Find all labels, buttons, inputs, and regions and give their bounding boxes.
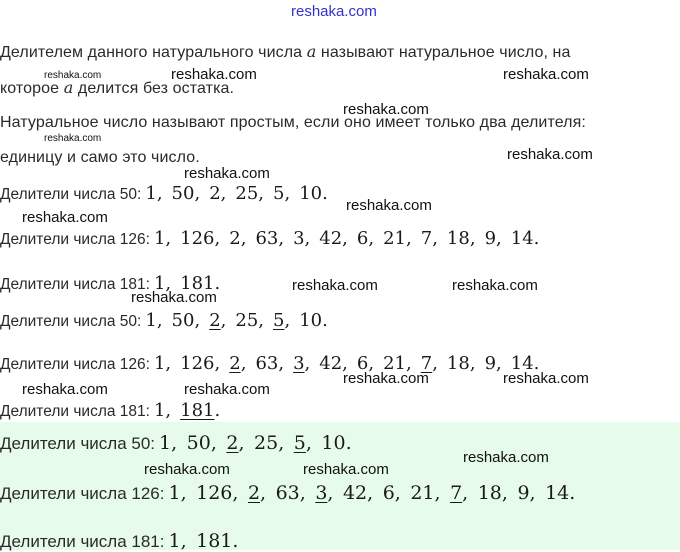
separator: , <box>240 228 256 249</box>
divisor-values <box>145 183 327 204</box>
divisor-value: 1 <box>168 530 181 552</box>
separator: , <box>180 530 197 552</box>
watermark: reshaka.com <box>22 381 108 398</box>
divisor-value: 14 <box>510 228 534 249</box>
divisor-value: 1 <box>168 482 181 504</box>
watermark: reshaka.com <box>184 165 270 182</box>
separator: , <box>432 353 447 374</box>
divisor-row <box>0 482 575 504</box>
divisor-row-label: Делители числа 181: <box>0 532 165 551</box>
divisor-value: 42 <box>319 353 343 374</box>
divisor-values <box>168 482 575 504</box>
prime-divisor: 2 <box>229 353 241 374</box>
divisor-row-label: Делители числа 126: <box>0 356 150 373</box>
separator: . <box>322 310 328 331</box>
separator: , <box>165 273 181 294</box>
separator: , <box>232 482 248 504</box>
separator: . <box>322 183 328 204</box>
variable-a: a <box>306 42 317 61</box>
separator: , <box>496 228 511 249</box>
separator: , <box>368 353 384 374</box>
divisor-value: 9 <box>517 482 530 504</box>
divisor-value: 50 <box>171 310 195 331</box>
separator: , <box>462 482 478 504</box>
separator: , <box>238 432 255 454</box>
separator: , <box>165 228 181 249</box>
divisor-value: 63 <box>275 482 300 504</box>
watermark: reshaka.com <box>184 381 270 398</box>
definition-divisor-text-2: называют натуральное число, на <box>316 44 571 61</box>
divisor-value: 63 <box>255 228 279 249</box>
divisor-value: 6 <box>356 353 369 374</box>
divisor-value: 50 <box>186 432 211 454</box>
divisor-value: 126 <box>180 353 215 374</box>
separator: , <box>156 310 172 331</box>
divisor-values <box>154 228 539 249</box>
watermark: reshaka.com <box>303 461 389 478</box>
divisor-row <box>0 400 220 421</box>
separator: . <box>569 482 576 504</box>
watermark: reshaka.com <box>171 66 257 83</box>
separator: , <box>406 353 421 374</box>
watermark: reshaka.com <box>503 370 589 387</box>
separator: , <box>194 183 210 204</box>
separator: , <box>327 482 343 504</box>
divisor-row-label: Делители числа 181: <box>0 403 150 420</box>
separator: , <box>368 228 384 249</box>
divisor-value: 1 <box>159 432 172 454</box>
divisor-row-label: Делители числа 50: <box>0 434 156 453</box>
divisor-row <box>0 432 352 454</box>
divisor-value: 9 <box>484 353 497 374</box>
separator: , <box>214 228 230 249</box>
divisor-row <box>0 530 238 552</box>
separator: , <box>194 310 210 331</box>
definition-divisor-text-3: которое <box>0 80 64 97</box>
watermark: reshaka.com <box>292 277 378 294</box>
definition-divisor-text-4: делится без остатка. <box>73 80 235 97</box>
watermark: reshaka.com <box>507 146 593 163</box>
separator: , <box>180 482 197 504</box>
separator: , <box>406 228 421 249</box>
divisor-row-label: Делители числа 50: <box>0 186 142 203</box>
separator: . <box>533 228 540 249</box>
divisor-value: 50 <box>171 183 195 204</box>
divisor-value: 7 <box>420 228 433 249</box>
separator: , <box>156 183 172 204</box>
divisor-values <box>159 432 352 454</box>
divisor-values <box>168 530 238 552</box>
separator: , <box>278 228 294 249</box>
separator: , <box>258 183 274 204</box>
separator: , <box>496 353 511 374</box>
separator: , <box>165 400 181 421</box>
separator: , <box>165 353 181 374</box>
divisor-value: 21 <box>383 353 406 374</box>
separator: , <box>394 482 411 504</box>
prime-divisor: 3 <box>315 482 328 504</box>
divisor-value: 14 <box>510 353 534 374</box>
separator: , <box>529 482 546 504</box>
divisor-value: 18 <box>446 353 470 374</box>
separator: , <box>214 353 230 374</box>
watermark: reshaka.com <box>131 289 217 306</box>
watermark: reshaka.com <box>44 133 102 144</box>
divisor-value: 14 <box>545 482 570 504</box>
definition-prime-line1: Натуральное число называют простым, если оно имеет только два делителя: <box>0 114 586 131</box>
divisor-value: 25 <box>235 310 259 331</box>
watermark: reshaka.com <box>503 66 589 83</box>
separator: , <box>258 310 274 331</box>
separator: , <box>434 482 451 504</box>
divisor-value: 21 <box>410 482 435 504</box>
divisor-value: 10 <box>299 183 323 204</box>
divisor-value: 1 <box>153 400 166 421</box>
divisor-value: 5 <box>273 183 285 204</box>
separator: , <box>304 228 320 249</box>
divisor-value: 18 <box>477 482 502 504</box>
divisor-row-label: Делители числа 126: <box>0 484 165 503</box>
divisor-value: 126 <box>196 482 233 504</box>
divisor-value: 1 <box>145 310 157 331</box>
watermark: reshaka.com <box>22 209 108 226</box>
separator: , <box>220 310 236 331</box>
divisor-value: 9 <box>484 228 497 249</box>
prime-divisor: 2 <box>247 482 261 504</box>
divisor-row-label: Делители числа 50: <box>0 313 142 330</box>
prime-divisor: 7 <box>420 353 433 374</box>
divisor-row-label: Делители числа 126: <box>0 231 150 248</box>
separator: , <box>342 353 357 374</box>
divisor-value: 6 <box>356 228 369 249</box>
prime-divisor: 7 <box>450 482 463 504</box>
separator: , <box>220 183 236 204</box>
separator: . <box>232 530 239 552</box>
separator: , <box>432 228 447 249</box>
divisor-value: 2 <box>209 183 221 204</box>
divisor-value: 1 <box>145 183 157 204</box>
watermark: reshaka.com <box>463 449 549 466</box>
watermark-top: reshaka.com <box>291 3 377 20</box>
definition-divisor-text: Делителем данного натурального числа <box>0 44 307 61</box>
divisor-value: 126 <box>180 228 215 249</box>
divisor-row <box>0 183 328 204</box>
prime-divisor: 181 <box>180 400 215 421</box>
watermark: reshaka.com <box>452 277 538 294</box>
divisor-value: 18 <box>446 228 470 249</box>
separator: , <box>240 353 256 374</box>
watermark: reshaka.com <box>346 197 432 214</box>
separator: . <box>345 432 352 454</box>
separator: . <box>214 400 221 421</box>
divisor-value: 181 <box>180 273 215 294</box>
definition-divisor-line1 <box>0 42 571 62</box>
divisor-row-label: Делители числа 181: <box>0 276 150 293</box>
separator: , <box>171 432 187 454</box>
watermark: reshaka.com <box>343 101 429 118</box>
divisor-value: 3 <box>293 228 305 249</box>
prime-divisor: 2 <box>226 432 239 454</box>
divisor-row <box>0 310 328 331</box>
separator: , <box>299 482 316 504</box>
separator: , <box>367 482 383 504</box>
divisor-row <box>0 353 539 374</box>
divisor-value: 181 <box>196 530 233 552</box>
watermark: reshaka.com <box>343 370 429 387</box>
separator: , <box>278 432 294 454</box>
separator: , <box>305 432 322 454</box>
divisor-row <box>0 228 539 249</box>
divisor-value: 1 <box>153 273 166 294</box>
separator: , <box>278 353 294 374</box>
separator: , <box>210 432 227 454</box>
divisor-value: 42 <box>342 482 368 504</box>
divisor-value: 10 <box>299 310 323 331</box>
watermark: reshaka.com <box>144 461 230 478</box>
prime-divisor: 5 <box>273 310 285 331</box>
separator: , <box>304 353 320 374</box>
prime-divisor: 2 <box>209 310 221 331</box>
divisor-value: 10 <box>321 432 346 454</box>
divisor-value: 2 <box>229 228 241 249</box>
divisor-value: 6 <box>382 482 395 504</box>
separator: , <box>260 482 276 504</box>
divisor-value: 1 <box>153 228 166 249</box>
divisor-value: 1 <box>153 353 166 374</box>
divisor-value: 63 <box>255 353 279 374</box>
divisor-value: 21 <box>383 228 406 249</box>
prime-divisor: 5 <box>293 432 306 454</box>
separator: , <box>284 183 300 204</box>
variable-a-2: a <box>63 78 74 97</box>
divisor-value: 25 <box>235 183 259 204</box>
separator: , <box>342 228 357 249</box>
watermark: reshaka.com <box>44 70 102 81</box>
separator: . <box>214 273 221 294</box>
divisor-value: 25 <box>254 432 279 454</box>
prime-divisor: 3 <box>293 353 305 374</box>
separator: . <box>533 353 540 374</box>
separator: , <box>469 353 485 374</box>
divisor-values <box>145 310 327 331</box>
definition-prime-line2: единицу и само это число. <box>0 149 200 166</box>
separator: , <box>469 228 485 249</box>
divisor-value: 42 <box>319 228 343 249</box>
divisor-values <box>154 400 220 421</box>
separator: , <box>501 482 518 504</box>
separator: , <box>284 310 300 331</box>
